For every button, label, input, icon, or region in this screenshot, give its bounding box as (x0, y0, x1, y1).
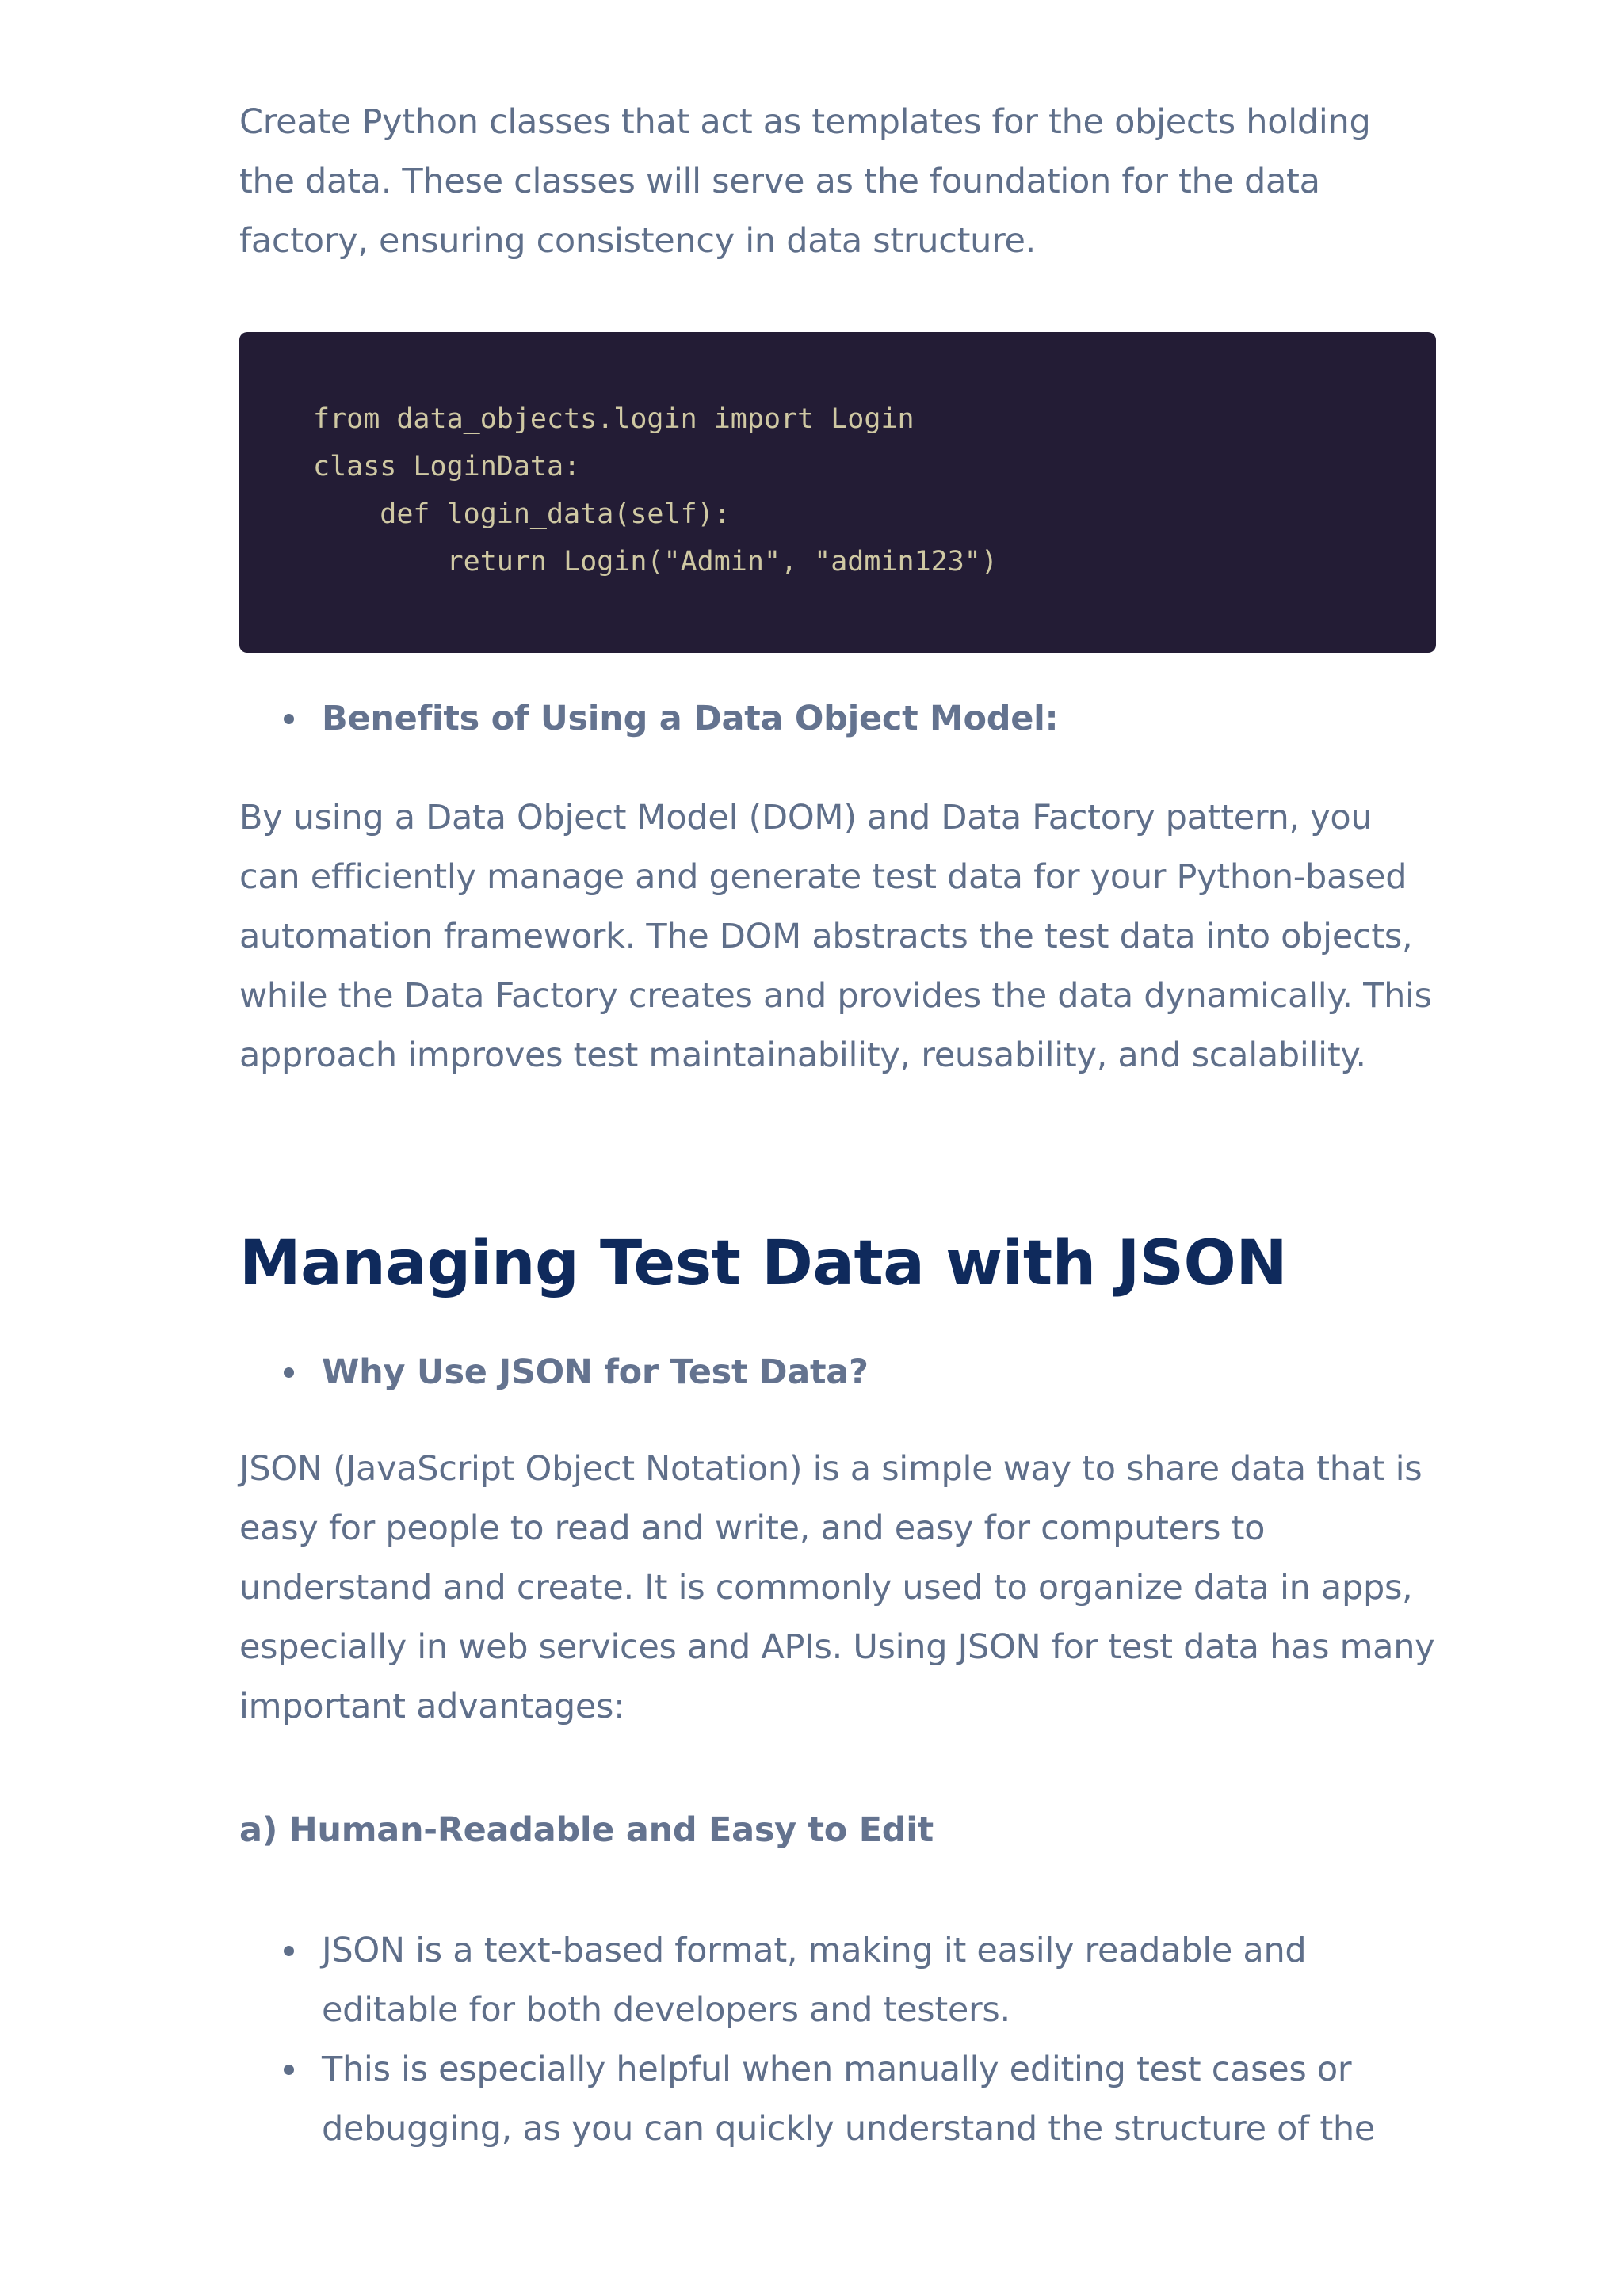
benefits-heading: Benefits of Using a Data Object Model: (322, 699, 1059, 738)
list-item (239, 689, 1436, 749)
bullet-icon (284, 714, 294, 724)
code-block (239, 332, 1436, 653)
list-item-text: This is especially helpful when manually editing test cases or debugging, as you can quickly understand the structure of the (322, 2050, 1376, 2149)
list-item-text: JSON is a text-based format, making it easily readable and editable for both developers and testers. (322, 1931, 1307, 2030)
why-json-list (239, 1343, 1436, 1402)
code-line: class LoginData: (313, 451, 581, 482)
code-line: from data_objects.login import Login (313, 403, 915, 435)
bullet-icon (284, 2065, 294, 2075)
code-line: return Login("Admin", "admin123") (313, 546, 998, 578)
code-text (313, 395, 998, 585)
bullet-icon (284, 1946, 294, 1956)
json-paragraph: JSON (JavaScript Object Notation) is a simple way to share data that is easy for people to read and write, and easy for computers to understand and create. It is commonly used to organize data in apps, especially in web services and APIs. Using JSON for test data has many important advantages: (239, 1449, 1435, 1726)
dom-paragraph: By using a Data Object Model (DOM) and Data Factory pattern, you can efficiently manage and generate test data for your Python-based automation framework. The DOM abstracts the test data into objects, while the Data Factory creates and provides the data dynamically. This approach improves test maintainability, reusability, and scalability. (239, 798, 1432, 1075)
code-line: def login_data(self): (313, 498, 731, 530)
benefits-list (239, 689, 1436, 749)
intro-paragraph: Create Python classes that act as templates for the objects holding the data. These classes will serve as the foundation for the data factory, ensuring consistency in data structure. (239, 102, 1371, 261)
subheading-a: a) Human-Readable and Easy to Edit (239, 1810, 934, 1850)
human-readable-list (239, 1921, 1436, 2159)
section-heading (239, 1224, 1287, 1303)
list-item (239, 2040, 1436, 2159)
bullet-icon (284, 1367, 294, 1378)
why-json-heading: Why Use JSON for Test Data? (322, 1352, 869, 1392)
section-heading-text: Managing Test Data with JSON (239, 1228, 1288, 1299)
list-item (239, 1343, 1436, 1402)
list-item (239, 1921, 1436, 2040)
